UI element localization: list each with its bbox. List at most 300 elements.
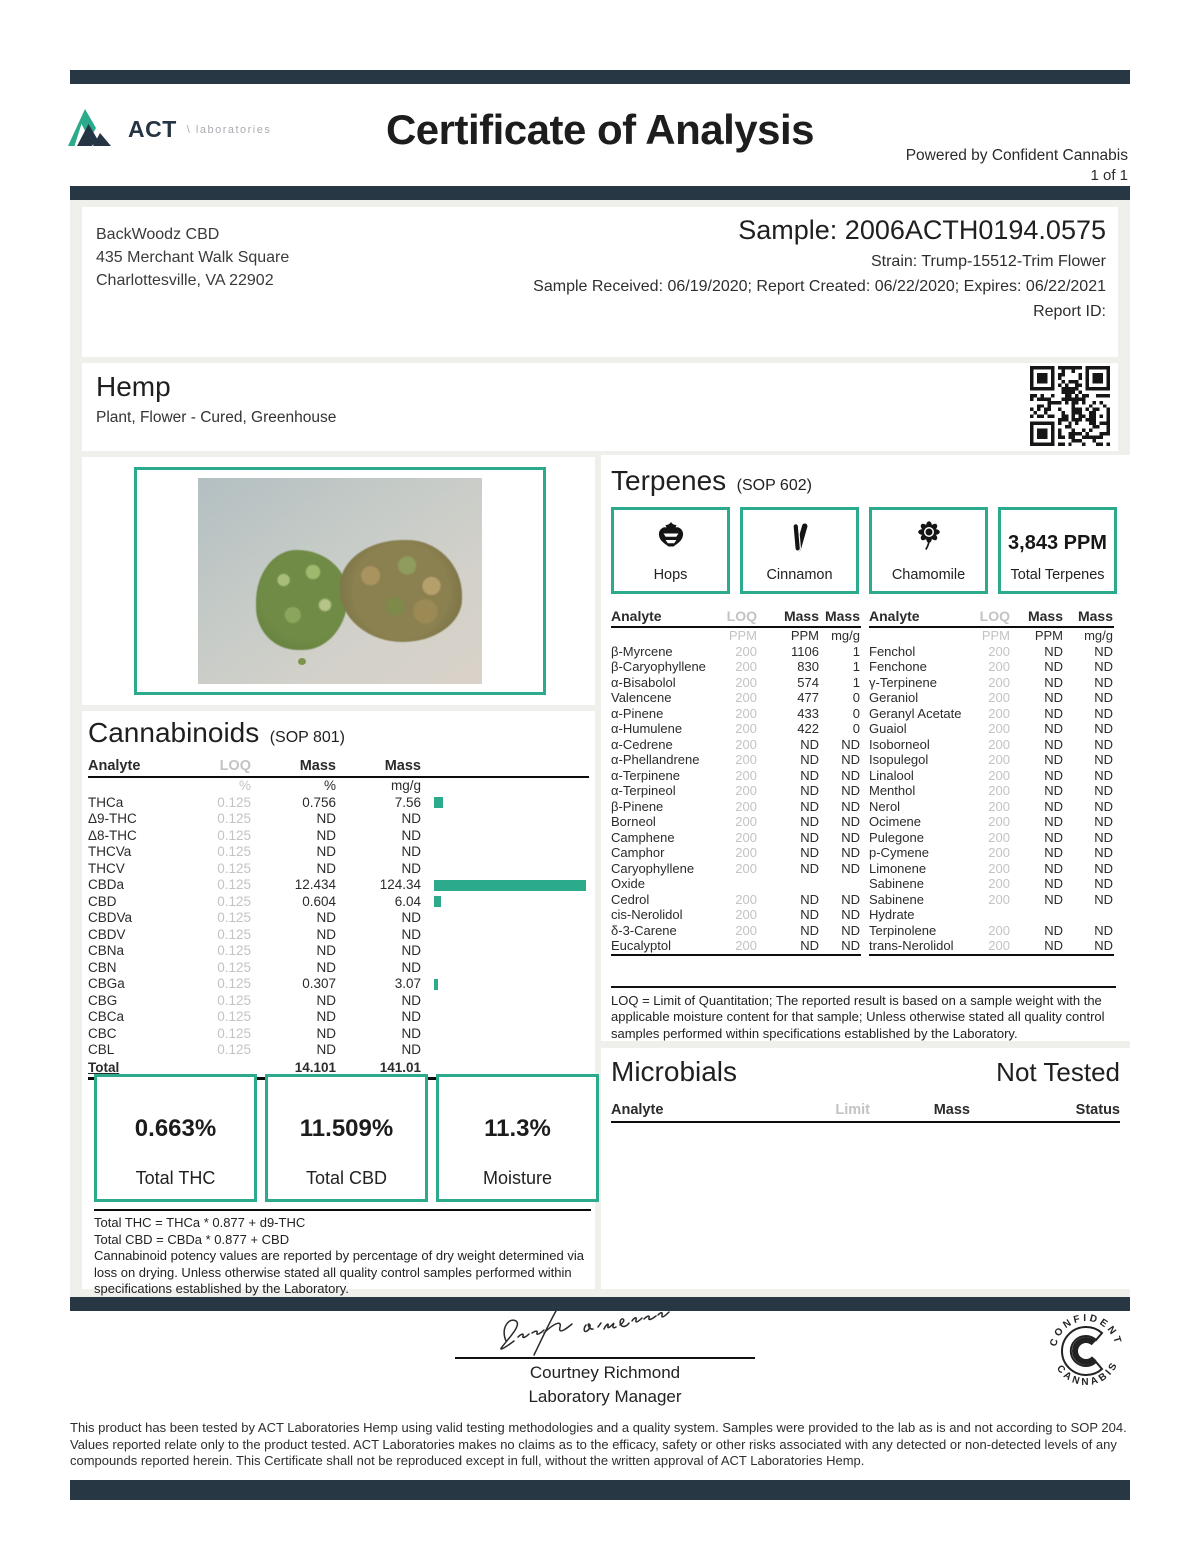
terpene-row xyxy=(611,861,861,892)
cannabinoid-row xyxy=(88,960,589,977)
client-address-block xyxy=(96,223,289,292)
col-loq: LOQ xyxy=(979,608,1010,624)
analyte-mass-mgg: ND xyxy=(1094,752,1113,767)
analyte-name: β-Caryophyllene xyxy=(611,659,706,674)
analyte-name: Δ9-THC xyxy=(88,811,137,826)
badge-hops xyxy=(611,507,730,594)
top-divider-bar xyxy=(70,70,1130,84)
analyte-mass-mgg: 0 xyxy=(852,705,860,721)
terpene-row xyxy=(611,752,861,768)
analyte-name: Isopulegol xyxy=(869,752,929,767)
analyte-loq: 200 xyxy=(735,938,757,953)
mass-bar-track xyxy=(421,1009,589,1026)
confident-cannabis-stamp xyxy=(1042,1307,1130,1395)
report-id-label: Report ID: xyxy=(1033,303,1106,320)
analyte-name: Pulegone xyxy=(869,829,924,845)
col-mass-pct: Mass xyxy=(299,758,336,774)
analyte-loq: 0.125 xyxy=(217,976,251,991)
analyte-name: Fenchone xyxy=(869,659,927,674)
analyte-loq: 0.125 xyxy=(217,877,251,892)
terpene-row xyxy=(869,783,1114,799)
analyte-name: α-Terpinene xyxy=(611,767,680,783)
analyte-mass-mgg: ND xyxy=(841,752,860,767)
terpenes-right-rows xyxy=(869,644,1114,956)
cannabinoid-row xyxy=(88,811,589,828)
sample-photo xyxy=(198,478,482,684)
terpene-row xyxy=(611,783,861,799)
analyte-name: Valencene xyxy=(611,690,672,705)
bud-right xyxy=(340,540,462,642)
svg-text:CONFIDENT: CONFIDENT xyxy=(1048,1312,1124,1348)
cannabinoids-title: Cannabinoids xyxy=(88,717,260,748)
terpene-row xyxy=(869,737,1114,753)
analyte-mass-ppm: ND xyxy=(1044,876,1063,891)
cannabinoids-title-row xyxy=(88,717,589,749)
analyte-mass-ppm: 830 xyxy=(797,659,819,674)
cannabinoid-row xyxy=(88,844,589,861)
analyte-mass-ppm: ND xyxy=(800,736,819,752)
terpene-row xyxy=(869,768,1114,784)
col-mass-mgg: Mass xyxy=(384,758,421,774)
terpene-row xyxy=(611,644,861,660)
analyte-mass-ppm: 433 xyxy=(797,705,819,721)
mass-bar-track xyxy=(421,943,589,960)
terpene-row xyxy=(869,892,1114,923)
mass-bar-track xyxy=(421,1026,589,1043)
analyte-mass-mgg: ND xyxy=(841,907,860,922)
analyte-mass-pct: 0.756 xyxy=(302,794,336,810)
analyte-loq: 200 xyxy=(988,705,1010,721)
analyte-mass-mgg: 6.04 xyxy=(394,893,421,909)
analyte-loq: 200 xyxy=(988,659,1010,674)
analyte-loq: 200 xyxy=(735,659,757,674)
microbials-title: Microbials xyxy=(611,1056,738,1087)
analyte-name: p-Cymene xyxy=(869,845,929,860)
cannabinoid-row xyxy=(88,910,589,927)
analyte-mass-pct: ND xyxy=(316,992,336,1008)
cannabinoid-row xyxy=(88,1042,589,1059)
analyte-mass-mgg: ND xyxy=(841,783,860,798)
total-cbd-formula: Total CBD = CBDa * 0.877 + CBD xyxy=(94,1231,290,1247)
analyte-name: THCV xyxy=(88,860,125,876)
unit-mass-mgg: mg/g xyxy=(831,628,860,643)
terpene-row xyxy=(869,752,1114,768)
analyte-loq: 200 xyxy=(988,876,1010,891)
analyte-name: β-Pinene xyxy=(611,798,664,814)
analyte-mass-mgg: ND xyxy=(1094,860,1113,876)
total-mass-mgg: 141.01 xyxy=(379,1059,421,1075)
terpenes-left-units xyxy=(611,628,861,644)
analyte-mass-ppm: ND xyxy=(1044,891,1063,907)
terpene-row xyxy=(869,876,1114,892)
terpenes-right-header xyxy=(869,608,1114,628)
terpenes-card xyxy=(601,455,1130,1041)
analyte-mass-ppm: ND xyxy=(1044,643,1063,659)
bottom-bar xyxy=(70,1480,1130,1500)
sample-dates: Sample Received: 06/19/2020; Report Created: 06/22/2020; Expires: 06/22/2021 xyxy=(533,278,1106,295)
analyte-loq: 200 xyxy=(735,845,757,860)
analyte-name: Eucalyptol xyxy=(611,938,671,953)
total-thc-formula: Total THC = THCa * 0.877 + d9-THC xyxy=(94,1215,306,1230)
analyte-name: Camphene xyxy=(611,829,675,845)
analyte-mass-pct: ND xyxy=(316,811,336,826)
product-card xyxy=(82,363,1118,451)
analyte-mass-ppm: ND xyxy=(800,829,819,845)
cannabinoids-card xyxy=(82,711,595,1296)
total-terpenes-label: Total Terpenes xyxy=(1010,567,1105,583)
microbials-card xyxy=(601,1048,1130,1289)
analyte-mass-mgg: ND xyxy=(841,860,860,876)
mass-bar-track xyxy=(421,894,589,911)
unit-loq: PPM xyxy=(728,628,757,643)
terpene-row xyxy=(869,706,1114,722)
analyte-mass-mgg: ND xyxy=(841,845,860,860)
product-description: Plant, Flower - Cured, Greenhouse xyxy=(96,409,337,426)
terpene-row xyxy=(611,706,861,722)
badge-cinnamon xyxy=(740,507,859,594)
analyte-loq: 200 xyxy=(735,674,757,690)
terpene-row xyxy=(869,659,1114,675)
analyte-name: α-Humulene xyxy=(611,721,683,736)
terpene-row xyxy=(869,830,1114,846)
analyte-mass-mgg: ND xyxy=(1094,705,1113,721)
col-loq: LOQ xyxy=(219,758,251,774)
analyte-mass-ppm: ND xyxy=(800,845,819,860)
mass-bar-track xyxy=(421,861,589,878)
terpene-badges xyxy=(611,507,1120,594)
analyte-mass-pct: ND xyxy=(316,1025,336,1041)
loq-footnote: LOQ = Limit of Quantitation; The reported result is based on a sample weight with the applicable moisture content for that sample; Unless otherwise stated all quality control samples performed within specifications established by the Laboratory. xyxy=(611,986,1116,1043)
analyte-mass-ppm: ND xyxy=(1044,674,1063,690)
analyte-loq: 0.125 xyxy=(217,827,251,843)
analyte-mass-mgg: ND xyxy=(401,926,421,942)
analyte-name: α-Cedrene xyxy=(611,736,673,752)
analyte-mass-ppm: ND xyxy=(800,922,819,938)
analyte-mass-mgg: 7.56 xyxy=(394,794,421,810)
analyte-name: Δ8-THC xyxy=(88,827,137,843)
col-mass-ppm: Mass xyxy=(783,608,819,624)
analyte-loq: 200 xyxy=(735,814,757,829)
terpene-row xyxy=(869,845,1114,861)
analyte-mass-pct: ND xyxy=(316,1009,336,1024)
analyte-mass-ppm: ND xyxy=(1044,922,1063,938)
terpene-row xyxy=(611,721,861,737)
analyte-mass-pct: ND xyxy=(316,959,336,975)
analyte-mass-ppm: ND xyxy=(800,798,819,814)
analyte-loq: 200 xyxy=(735,752,757,767)
analyte-mass-mgg: 3.07 xyxy=(394,976,421,991)
analyte-name: Limonene xyxy=(869,860,927,876)
analyte-loq: 200 xyxy=(735,783,757,798)
terpene-row xyxy=(611,799,861,815)
analyte-name: Fenchol xyxy=(869,643,916,659)
analyte-loq: 200 xyxy=(988,891,1010,907)
disclaimer-text: This product has been tested by ACT Laboratories Hemp using valid testing methodologies and a quality system. Samples were provided to the lab as is and not according to SOP 204. Values reported relate only to the product tested. ACT Laboratories makes no claims as to the efficacy, safety or other risks associated with any detected or non-detected levels of any compounds reported herein. This Certificate shall not be reproduced except in full, without the written approval of ACT Laboratories Hemp. xyxy=(70,1420,1127,1468)
analyte-name: Cedrol xyxy=(611,891,650,907)
badge-chamomile xyxy=(869,507,988,594)
terpene-row xyxy=(869,799,1114,815)
cinnamon-icon xyxy=(743,520,856,556)
col-loq: LOQ xyxy=(726,608,757,624)
analyte-mass-pct: 12.434 xyxy=(294,877,336,892)
brand-subtitle: \ laboratories xyxy=(186,123,272,136)
analyte-name: Geraniol xyxy=(869,690,919,705)
analyte-mass-mgg: ND xyxy=(841,891,860,907)
terpene-row xyxy=(869,938,1114,954)
analyte-name: α-Pinene xyxy=(611,705,664,721)
analyte-mass-mgg: ND xyxy=(1094,674,1113,690)
summary-value: 11.509% xyxy=(299,1115,394,1142)
analyte-mass-ppm: ND xyxy=(800,752,819,767)
chamomile-icon xyxy=(872,520,985,556)
unit-mass-mgg: mg/g xyxy=(390,778,421,793)
analyte-loq: 0.125 xyxy=(217,943,251,958)
analyte-loq: 0.125 xyxy=(217,992,251,1008)
analyte-mass-mgg: ND xyxy=(401,943,421,958)
analyte-mass-mgg: ND xyxy=(841,829,860,845)
analyte-mass-mgg: ND xyxy=(1094,845,1113,860)
col-mass-mgg: Mass xyxy=(824,608,860,624)
col-mass-ppm: Mass xyxy=(1027,608,1063,624)
analyte-mass-mgg: 0 xyxy=(852,721,860,736)
analyte-mass-ppm: ND xyxy=(1044,938,1063,953)
terpene-row xyxy=(869,721,1114,737)
unit-mass-ppm: PPM xyxy=(1034,628,1063,643)
analyte-name: Sabinene xyxy=(869,876,924,891)
analyte-name: cis-Nerolidol xyxy=(611,907,683,922)
analyte-loq: 200 xyxy=(988,814,1010,829)
analyte-mass-mgg: ND xyxy=(401,1042,421,1057)
mass-bar-track xyxy=(421,960,589,977)
mass-bar xyxy=(434,979,438,990)
analyte-mass-mgg: ND xyxy=(1094,891,1113,907)
analyte-mass-ppm: ND xyxy=(1044,783,1063,798)
terpene-row xyxy=(611,907,861,923)
analyte-mass-pct: 0.604 xyxy=(302,893,336,909)
analyte-name: Geranyl Acetate xyxy=(869,705,962,721)
terpene-row xyxy=(869,690,1114,706)
analyte-name: δ-3-Carene xyxy=(611,922,677,938)
summary-box xyxy=(265,1074,428,1202)
terpenes-right-table xyxy=(869,608,1114,956)
qr-code xyxy=(1030,366,1110,446)
terpene-row xyxy=(611,690,861,706)
analyte-mass-ppm: ND xyxy=(1044,798,1063,814)
analyte-mass-ppm: ND xyxy=(1044,690,1063,705)
analyte-name: Guaiol xyxy=(869,721,907,736)
hops-icon xyxy=(614,520,727,556)
analyte-mass-mgg: ND xyxy=(1094,767,1113,783)
analyte-mass-ppm: ND xyxy=(1044,721,1063,736)
unit-loq: PPM xyxy=(981,628,1010,643)
analyte-mass-mgg: ND xyxy=(841,767,860,783)
analyte-name: Linalool xyxy=(869,767,914,783)
cannabinoid-row xyxy=(88,943,589,960)
analyte-loq: 200 xyxy=(988,938,1010,953)
microbials-title-row xyxy=(611,1056,1120,1088)
analyte-mass-ppm: ND xyxy=(1044,736,1063,752)
mass-bar-track xyxy=(421,795,589,812)
microbials-status: Not Tested xyxy=(996,1057,1120,1087)
unit-loq: % xyxy=(238,778,251,793)
mass-bar-track xyxy=(421,877,589,894)
analyte-mass-mgg: 124.34 xyxy=(379,877,421,892)
terpenes-sop: (SOP 602) xyxy=(736,477,812,494)
analyte-name: γ-Terpinene xyxy=(869,674,937,690)
analyte-mass-mgg: 0 xyxy=(852,690,860,705)
analyte-mass-mgg: ND xyxy=(1094,736,1113,752)
analyte-loq: 200 xyxy=(988,829,1010,845)
sample-photo-card xyxy=(82,457,595,705)
analyte-name: Menthol xyxy=(869,783,916,798)
analyte-name: CBNa xyxy=(88,943,125,958)
terpene-row xyxy=(869,861,1114,877)
terpene-row xyxy=(869,675,1114,691)
analyte-loq: 0.125 xyxy=(217,860,251,876)
analyte-loq: 200 xyxy=(988,643,1010,659)
analyte-mass-mgg: ND xyxy=(1094,829,1113,845)
analyte-loq: 200 xyxy=(735,907,757,922)
analyte-mass-ppm: 422 xyxy=(797,721,819,736)
terpene-row xyxy=(611,768,861,784)
terpenes-title-row xyxy=(611,465,1120,497)
analyte-mass-ppm: ND xyxy=(800,938,819,953)
analyte-mass-mgg: ND xyxy=(401,1025,421,1041)
analyte-mass-ppm: ND xyxy=(1044,814,1063,829)
brand-name: ACT xyxy=(128,116,177,142)
analyte-name: α-Phellandrene xyxy=(611,752,700,767)
analyte-name: Ocimene xyxy=(869,814,922,829)
mass-bar-track xyxy=(421,910,589,927)
analyte-mass-mgg: 1 xyxy=(852,674,860,690)
col-limit: Limit xyxy=(835,1102,870,1118)
analyte-mass-pct: ND xyxy=(316,910,336,925)
badge-cinnamon-label: Cinnamon xyxy=(766,567,833,583)
unit-mass-mgg: mg/g xyxy=(1084,628,1113,643)
analyte-mass-mgg: ND xyxy=(401,910,421,925)
analyte-mass-mgg: ND xyxy=(1094,721,1113,736)
analyte-mass-ppm: ND xyxy=(800,814,819,829)
terpene-row xyxy=(611,659,861,675)
col-mass: Mass xyxy=(933,1102,970,1118)
analyte-loq: 200 xyxy=(735,829,757,845)
analyte-loq: 200 xyxy=(735,860,757,876)
analyte-loq: 0.125 xyxy=(217,893,251,909)
microbials-header-row xyxy=(611,1102,1120,1123)
cannabinoid-row xyxy=(88,877,589,894)
terpenes-right-units xyxy=(869,628,1114,644)
terpene-row xyxy=(869,644,1114,660)
terpene-row xyxy=(611,830,861,846)
terpenes-table xyxy=(611,608,1120,956)
analyte-loq: 200 xyxy=(735,705,757,721)
analyte-loq: 200 xyxy=(988,845,1010,860)
analyte-mass-mgg: ND xyxy=(401,811,421,826)
total-terpenes-value: 3,843 PPM xyxy=(1008,532,1107,554)
analyte-mass-ppm: ND xyxy=(800,891,819,907)
signer-name: Courtney Richmond xyxy=(529,1363,681,1382)
terpenes-left-rows xyxy=(611,644,861,956)
analyte-name: α-Terpineol xyxy=(611,783,676,798)
cannabinoid-row xyxy=(88,861,589,878)
analyte-loq: 200 xyxy=(735,721,757,736)
analyte-loq: 200 xyxy=(988,783,1010,798)
mass-bar-track xyxy=(421,828,589,845)
analyte-mass-ppm: ND xyxy=(1044,845,1063,860)
analyte-name: Sabinene Hydrate xyxy=(869,891,924,922)
page-indicator: 1 of 1 xyxy=(1090,167,1128,184)
analyte-name: Nerol xyxy=(869,798,901,814)
sample-photo-frame xyxy=(134,467,546,695)
analyte-mass-ppm: ND xyxy=(800,860,819,876)
analyte-loq: 0.125 xyxy=(217,811,251,826)
col-analyte: Analyte xyxy=(869,608,920,624)
cannabinoid-row xyxy=(88,976,589,993)
col-analyte: Analyte xyxy=(611,1102,664,1118)
analyte-loq: 200 xyxy=(988,752,1010,767)
signer-title: Laboratory Manager xyxy=(528,1387,682,1406)
analyte-loq: 0.125 xyxy=(217,1025,251,1041)
svg-text:CANNABIS: CANNABIS xyxy=(1054,1358,1121,1389)
analyte-name: CBD xyxy=(88,893,117,909)
analyte-mass-mgg: ND xyxy=(1094,783,1113,798)
bud-left xyxy=(256,550,348,650)
unit-mass-pct: % xyxy=(323,778,336,793)
mass-bar xyxy=(434,880,586,891)
mass-bar-track xyxy=(421,927,589,944)
powered-by-text: Powered by Confident Cannabis xyxy=(905,147,1128,164)
analyte-loq: 200 xyxy=(735,690,757,705)
sample-strain: Strain: Trump-15512-Trim Flower xyxy=(870,253,1106,270)
analyte-name: CBCa xyxy=(88,1009,125,1024)
analyte-loq: 200 xyxy=(735,922,757,938)
analyte-mass-ppm: ND xyxy=(1044,860,1063,876)
analyte-mass-ppm: 1106 xyxy=(791,643,819,659)
cannabinoid-row xyxy=(88,1026,589,1043)
summary-box xyxy=(94,1074,257,1202)
terpene-row xyxy=(611,737,861,753)
analyte-loq: 0.125 xyxy=(217,1042,251,1057)
analyte-mass-ppm: ND xyxy=(800,907,819,922)
col-analyte: Analyte xyxy=(611,608,662,624)
analyte-name: Isoborneol xyxy=(869,736,930,752)
badge-chamomile-label: Chamomile xyxy=(891,567,966,583)
analyte-name: CBL xyxy=(88,1042,115,1057)
analyte-mass-mgg: ND xyxy=(1094,876,1113,891)
analyte-name: CBDV xyxy=(88,926,126,942)
terpene-row xyxy=(869,814,1114,830)
analyte-name: α-Bisabolol xyxy=(611,674,676,690)
terpene-row xyxy=(611,938,861,954)
analyte-loq: 0.125 xyxy=(217,959,251,975)
badge-total-terpenes xyxy=(998,507,1117,594)
analyte-mass-pct: ND xyxy=(316,827,336,843)
analyte-mass-mgg: ND xyxy=(401,1009,421,1024)
page-title: Certificate of Analysis xyxy=(385,106,815,153)
analyte-name: THCVa xyxy=(88,844,132,859)
mass-bar xyxy=(434,896,441,907)
analyte-mass-mgg: ND xyxy=(1094,922,1113,938)
summary-value: 0.663% xyxy=(134,1115,217,1142)
analyte-name: CBDVa xyxy=(88,910,133,925)
terpene-row xyxy=(869,923,1114,939)
mass-bar-track xyxy=(421,993,589,1010)
analyte-mass-mgg: ND xyxy=(401,860,421,876)
analyte-mass-mgg: ND xyxy=(1094,798,1113,814)
analyte-mass-pct: ND xyxy=(316,943,336,958)
terpenes-left-table xyxy=(611,608,861,956)
cannabinoid-row xyxy=(88,1009,589,1026)
